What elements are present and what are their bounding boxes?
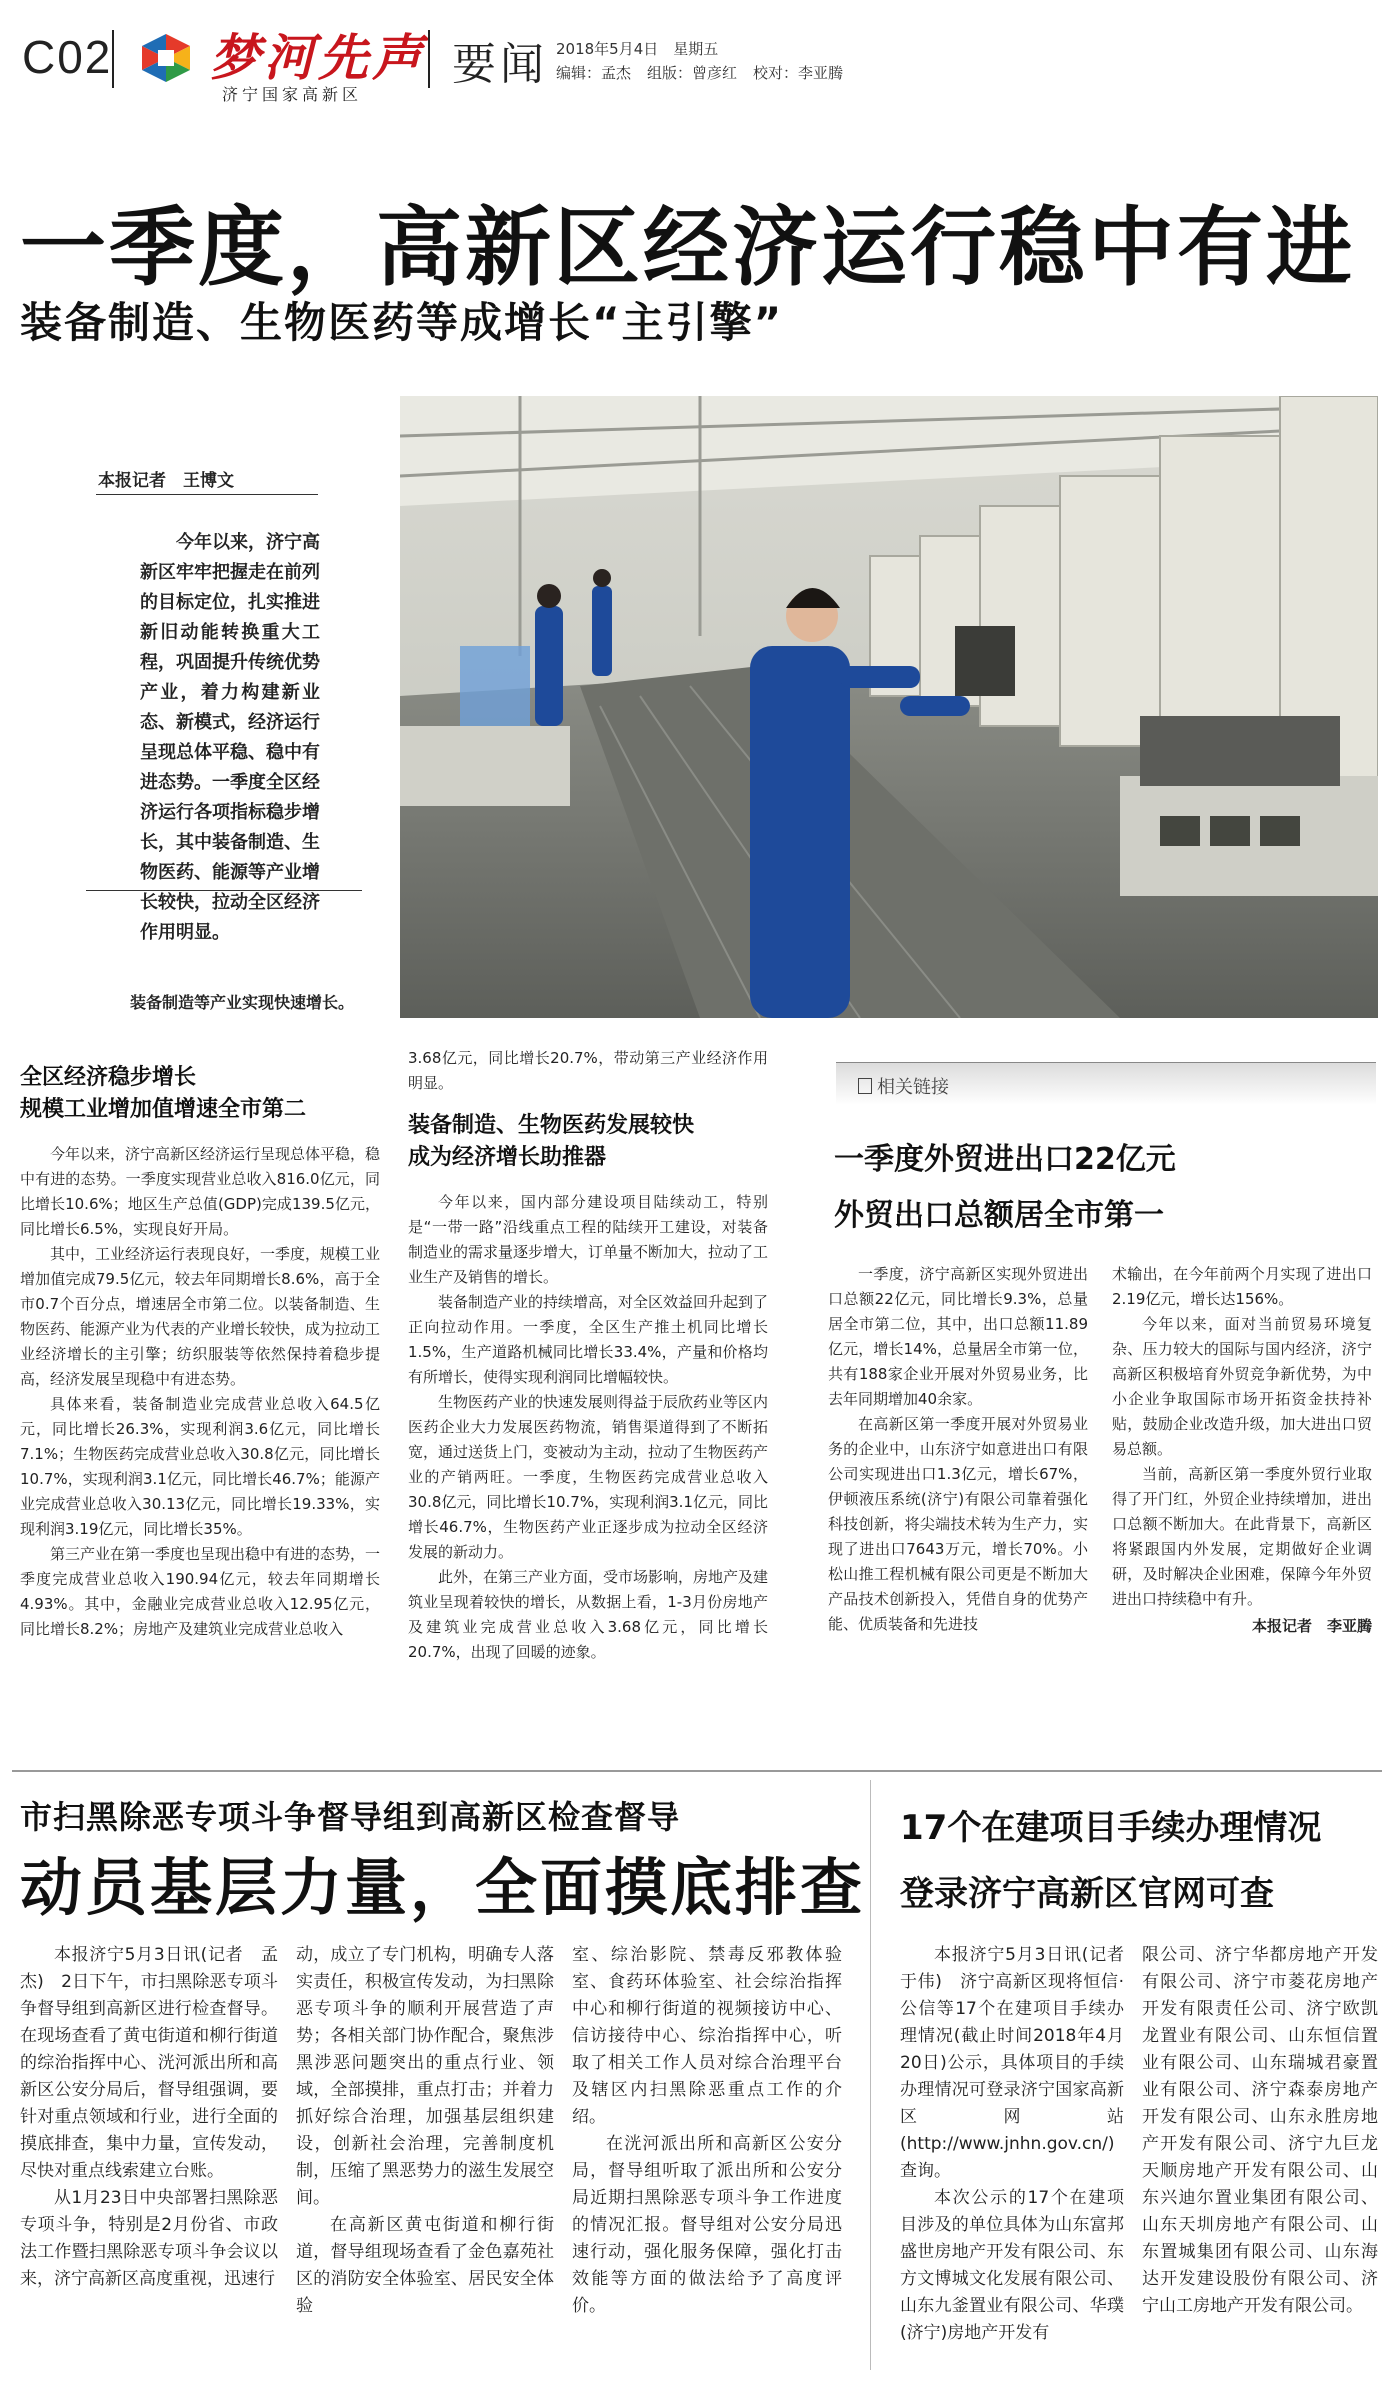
- section2-paragraph: 装备制造产业的持续增高，对全区效益回升起到了正向拉动作用。一季度，全区生产推土机同比增长1.5%，生产道路机械同比增长33.4%，产量和价格均有所增长，使得实现利润同比增幅较快。: [408, 1293, 769, 1386]
- related-paragraph: 今年以来，面对当前贸易环境复杂、压力较大的国际与国内经济，济宁高新区积极培育外贸竞争新优势，为中小企业争取国际市场开拓资金扶持补贴，鼓励企业改造升级，加大进出口贸易总额。: [1112, 1315, 1372, 1458]
- section1-paragraph: 第三产业在第一季度也呈现出稳中有进的态势，一季度完成营业总收入190.94亿元，较去年同期增长4.93%。其中，金融业完成营业总收入12.95亿元，同比增长8.2%；房地产及建筑业完成营业总收入: [20, 1545, 381, 1638]
- bottom-left-kicker: 市扫黑除恶专项斗争督导组到高新区检查督导: [20, 1798, 681, 1836]
- section1-heading-line1: 全区经济稳步增长: [20, 1065, 197, 1090]
- section2-continuation: [408, 1046, 768, 1096]
- newspaper-logo-icon: [140, 32, 192, 84]
- lead-paragraph: 今年以来，济宁高新区牢牢把握走在前列的目标定位，扎实推进新旧动能转换重大工程，巩固提升传统优势产业，着力构建新业态、新模式，经济运行呈现总体平稳、稳中有进态势。一季度全区经济运行各项指标稳步增长，其中装备制造、生物医药、能源等产业增长较快，拉动全区经济作用明显。: [140, 532, 320, 943]
- column-divider: [870, 1780, 871, 2370]
- factory-photo: [400, 396, 1378, 1018]
- section2-paragraph: 此外，在第三产业方面，受市场影响，房地产及建筑业呈现着较快的增长，从数据上看，1-3月份房地产及建筑业完成营业总收入3.68亿元，同比增长20.7%，出现了回暖的迹象。: [408, 1568, 769, 1661]
- section2-paragraph: 今年以来，国内部分建设项目陆续动工，特别是“一带一路”沿线重点工程的陆续开工建设，对装备制造业的需求量逐步增大，订单量不断加大，拉动了工业生产及销售的增长。: [408, 1193, 769, 1286]
- section1-paragraph: 其中，工业经济运行表现良好，一季度，规模工业增加值完成79.5亿元，较去年同期增长8.6%，高于全市0.7个百分点，增速居全市第二位。以装备制造、生物医药、能源产业为代表的产业增长较快，成为拉动工业经济增长的主引擎；纺织服装等依然保持着稳步提高，经济发展呈现稳中有进态势。: [20, 1245, 381, 1388]
- bottom-right-paragraph: 本报济宁5月3日讯(记者 于伟) 济宁高新区现将恒信·公信等17个在建项目手续办理情况(截止时间2018年4月20日)公示，具体项目的手续办理情况可登录济宁国家高新区网站(http://www.jnhn.gov.cn/)查询。: [900, 1945, 1141, 2181]
- related-column-2: [1112, 1262, 1372, 1639]
- related-title-line1: 一季度外贸进出口22亿元: [834, 1142, 1176, 1177]
- section2-heading-line1: 装备制造、生物医药发展较快: [408, 1113, 695, 1138]
- bottom-left-column-3: [572, 1942, 842, 2320]
- section2-body: [408, 1190, 768, 1665]
- bottom-left-paragraph: 在高新区黄屯街道和柳行街道，督导组现场查看了金色嘉苑社区的消防安全体验室、居民安全体验: [296, 2215, 554, 2316]
- section2-continued-text: 3.68亿元，同比增长20.7%，带动第三产业经济作用明显。: [408, 1049, 768, 1092]
- bottom-right-column-2: [1142, 1942, 1378, 2320]
- newspaper-subtitle: 济宁国家高新区: [222, 85, 363, 104]
- bottom-left-paragraph: 从1月23日中央部署扫黑除恶专项斗争，特别是2月份省、市政法工作暨扫黑除恶专项斗争会议以来，济宁高新区高度重视，迅速行: [20, 2188, 278, 2289]
- issue-date: 2018年5月4日 星期五: [556, 40, 719, 58]
- bottom-right-column-1: [900, 1942, 1141, 2347]
- editor-credit: 编辑：孟杰: [556, 64, 632, 82]
- lead-rule: [86, 890, 362, 891]
- section1-heading: [20, 1062, 306, 1126]
- section-separator: [12, 1770, 1382, 1772]
- section-name: 要闻: [452, 39, 548, 90]
- section1-paragraph: 今年以来，济宁高新区经济运行呈现总体平稳，稳中有进的态势。一季度实现营业总收入816.0亿元，同比增长10.6%；地区生产总值(GDP)完成139.5亿元，同比增长6.5%，实现良好开局。: [20, 1145, 381, 1238]
- bottom-left-paragraph: 在洸河派出所和高新区公安分局，督导组听取了派出所和公安分局近期扫黑除恶专项斗争工作进度的情况汇报。督导组对公安分局迅速行动，强化服务保障，强化打击效能等方面的做法给予了高度评价。: [572, 2134, 842, 2316]
- bottom-left-paragraph: 室、综治影院、禁毒反邪教体验室、食药环体验室、社会综治指挥中心和柳行街道的视频接访中心、信访接待中心、综治指挥中心，听取了相关工作人员对综合治理平台及辖区内扫黑除恶重点工作的介绍。: [572, 1945, 842, 2127]
- related-tag: [858, 1073, 949, 1099]
- bottom-left-headline: 动员基层力量，全面摸底排查: [20, 1851, 866, 1924]
- main-headline: 一季度，高新区经济运行稳中有进: [20, 198, 1355, 298]
- related-tag-label: 相关链接: [877, 1077, 949, 1098]
- related-paragraph: 术输出，在今年前两个月实现了进出口2.19亿元，增长达156%。: [1112, 1265, 1372, 1308]
- newspaper-brand: 梦河先声: [210, 28, 426, 87]
- section1-heading-line2: 规模工业增加值增速全市第二: [20, 1097, 307, 1122]
- section2-heading: [408, 1110, 694, 1174]
- bottom-right-title-line1: 17个在建项目手续办理情况: [900, 1808, 1322, 1848]
- related-paragraph: 在高新区第一季度开展对外贸易业务的企业中，山东济宁如意进出口有限公司实现进出口1.3亿元，增长67%，伊顿液压系统(济宁)有限公司靠着强化科技创新，将尖端技术转为生产力，实现了进出口7643万元，增长70%。小松山推工程机械有限公司更是不断加大产品技术创新投入，凭借自身的优势产能、优质装备和先进技: [828, 1415, 1088, 1633]
- related-paragraph: 当前，高新区第一季度外贸行业取得了开门红，外贸企业持续增加，进出口总额不断加大。在此背景下，高新区将紧跟国内外发展，定期做好企业调研，及时解决企业困难，保障今年外贸进出口持续稳中有升。: [1112, 1465, 1372, 1608]
- bottom-left-column-2: [296, 1942, 554, 2320]
- byline-rule: [96, 494, 318, 495]
- section1-paragraph: 具体来看，装备制造业完成营业总收入64.5亿元，同比增长26.3%，实现利润3.6亿元，同比增长7.1%；生物医药完成营业总收入30.8亿元，同比增长10.7%，实现利润3.1亿元，同比增长46.7%；能源产业完成营业总收入30.13亿元，同比增长19.33%，实现利润3.19亿元，同比增长35%。: [20, 1395, 380, 1538]
- related-byline: 本报记者 李亚腾: [1251, 1617, 1372, 1635]
- section1-body: [20, 1142, 380, 1642]
- layout-credit: 组版：曾彦红: [647, 64, 738, 82]
- bottom-right-title-line2: 登录济宁高新区官网可查: [900, 1874, 1274, 1914]
- section2-paragraph: 生物医药产业的快速发展则得益于辰欣药业等区内医药企业大力发展医药物流，销售渠道得到了不断拓宽，通过送货上门，变被动为主动，拉动了生物医药产业的产销两旺。一季度，生物医药完成营业总收入30.8亿元，同比增长10.7%，实现利润3.1亿元，同比增长46.7%，生物医药产业正逐步成为拉动全区经济发展的新动力。: [408, 1393, 769, 1561]
- section2-heading-line2: 成为经济增长助推器: [408, 1145, 607, 1170]
- related-column-1: [828, 1262, 1088, 1637]
- bottom-left-paragraph: 本报济宁5月3日讯(记者 孟杰) 2日下午，市扫黑除恶专项斗争督导组到高新区进行检查督导。在现场查看了黄屯街道和柳行街道的综治指挥中心、洸河派出所和高新区公安分局后，督导组强调，要针对重点领域和行业，进行全面的摸底排查，集中力量，宣传发动，尽快对重点线索建立台账。: [20, 1945, 278, 2181]
- proof-credit: 校对：李亚腾: [753, 64, 844, 82]
- sub-headline: 装备制造、生物医药等成增长“主引擎”: [20, 298, 784, 347]
- bottom-left-column-1: [20, 1942, 278, 2293]
- bottom-right-paragraph: 本次公示的17个在建项目涉及的单位具体为山东富邦盛世房地产开发有限公司、东方文博城文化发展有限公司、山东九釜置业有限公司、华璞(济宁)房地产开发有: [900, 2188, 1124, 2343]
- page-number: C02: [22, 31, 113, 83]
- document-icon: [858, 1078, 872, 1094]
- bottom-left-paragraph: 动，成立了专门机构，明确专人落实责任，积极宣传发动，为扫黑除恶专项斗争的顺利开展营造了声势；各相关部门协作配合，聚焦涉黑涉恶问题突出的重点行业、领域，全部摸排，重点打击；并着力抓好综合治理，加强基层组织建设，创新社会治理，完善制度机制，压缩了黑恶势力的滋生发展空间。: [296, 1945, 554, 2208]
- related-title-line2: 外贸出口总额居全市第一: [834, 1198, 1164, 1233]
- masthead-divider: [428, 30, 430, 88]
- editorial-credits: [556, 62, 859, 83]
- lead-byline: 本报记者 王博文: [98, 471, 234, 491]
- bottom-right-paragraph: 限公司、济宁华都房地产开发有限公司、济宁市菱花房地产开发有限责任公司、济宁欧凯龙置业有限公司、山东恒信置业有限公司、山东瑞城君豪置业有限公司、济宁森泰房地产开发有限公司、山东永胜房地产开发有限公司、济宁九巨龙天顺房地产开发有限公司、山东兴迪尔置业集团有限公司、山东天圳房地产有限公司、山东置城集团有限公司、山东海达开发建设股份有限公司、济宁山工房地产开发有限公司。: [1142, 1945, 1378, 2316]
- photo-caption: 装备制造等产业实现快速增长。: [130, 993, 355, 1012]
- masthead-divider: [112, 30, 114, 88]
- related-paragraph: 一季度，济宁高新区实现外贸进出口总额22亿元，同比增长9.3%，总量居全市第二位，其中，出口总额11.89亿元，增长14%，总量居全市第一位，共有188家企业开展对外贸易业务，比去年同期增加40余家。: [828, 1265, 1088, 1408]
